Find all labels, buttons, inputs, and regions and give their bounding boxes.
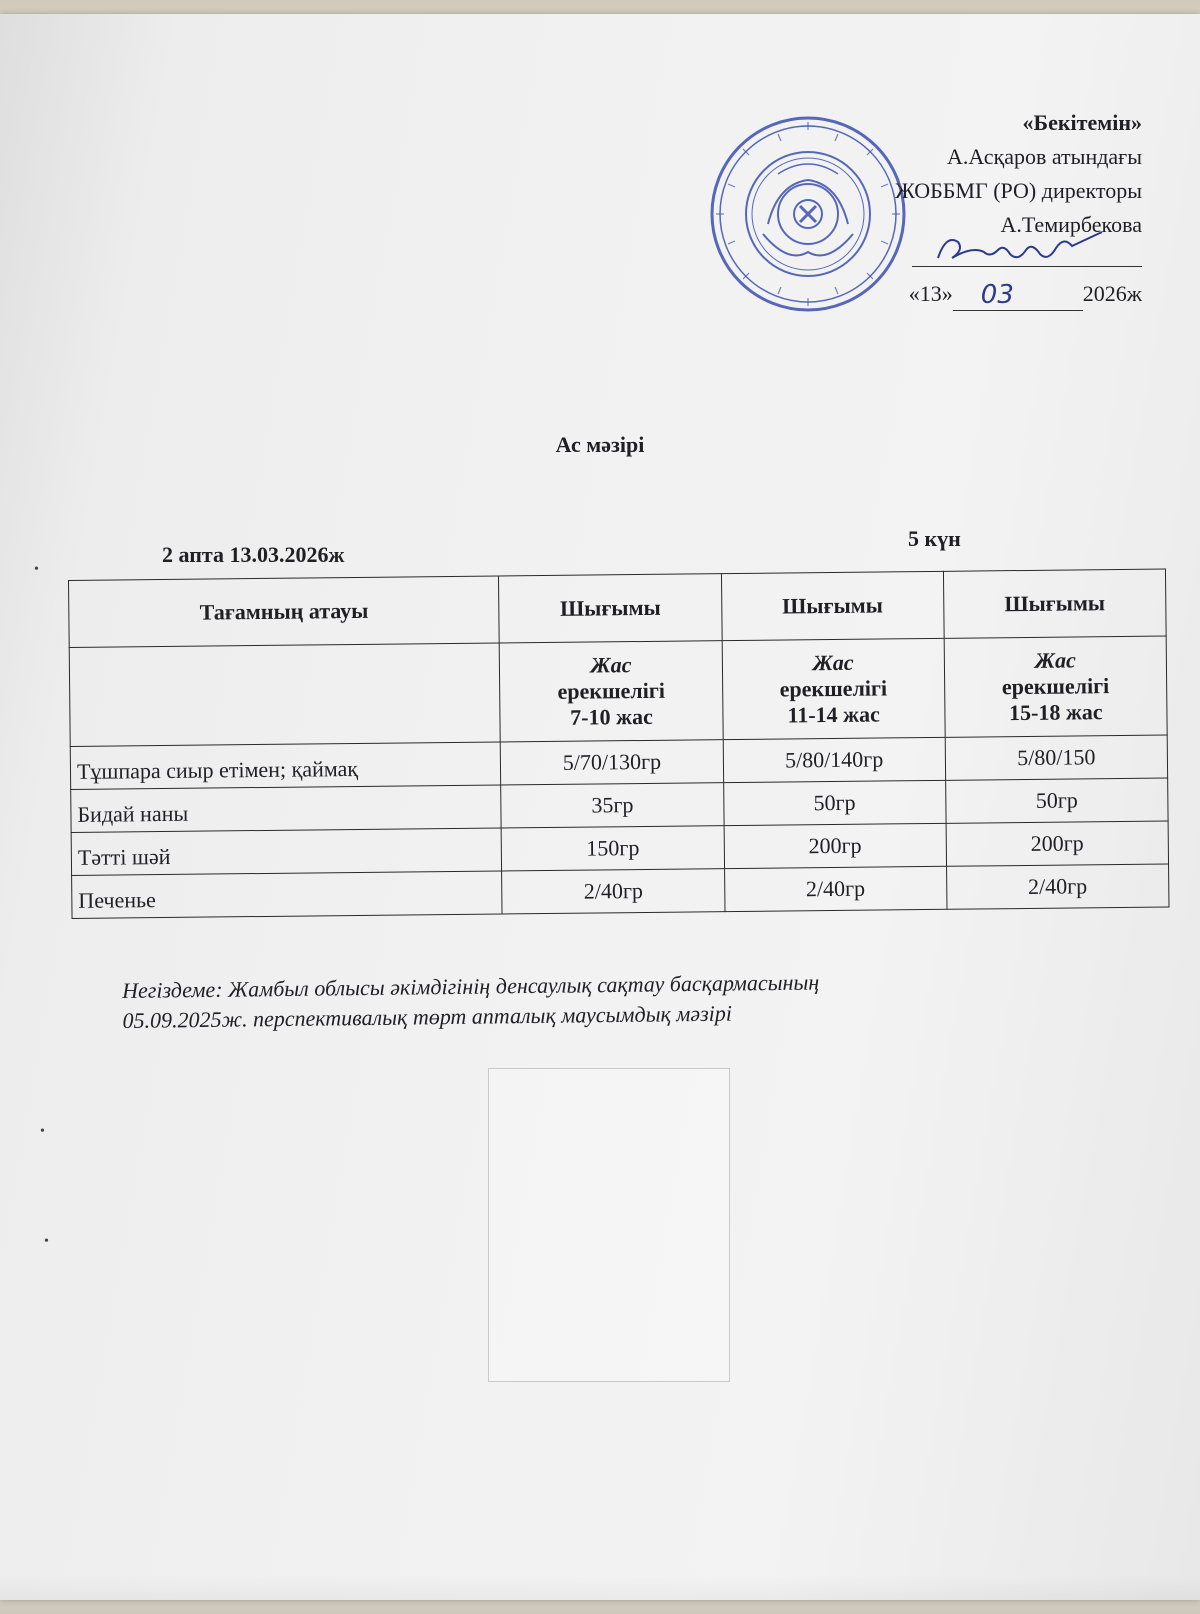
yield-value: 200гр [724,823,947,868]
approval-block [722,106,1142,311]
table-header-row [69,569,1167,647]
page-shadow [0,1574,1200,1614]
signature-line [912,242,1142,267]
approval-date [909,277,1142,311]
yield-value: 5/70/130гр [501,740,724,785]
approval-title: «Бекітемін» [1022,110,1142,135]
yield-value: 5/80/150 [945,735,1168,780]
yield-value: 35гр [501,783,724,828]
margin-dot: • [40,1124,45,1139]
margin-dot: • [34,562,39,577]
margin-dot: • [44,1234,49,1249]
header-yield-3: Шығымы [943,569,1166,638]
yield-value: 2/40гр [724,866,947,911]
age-label-2: ерекшелігі [779,675,888,702]
yield-value: 2/40гр [946,864,1169,909]
dish-name: Печенье [72,871,503,919]
yield-value: 50гр [723,780,946,825]
header-yield-2: Шығымы [721,571,944,640]
day-number: 5 күн [908,526,961,551]
yield-value: 200гр [946,821,1169,866]
yield-value: 5/80/140гр [723,737,946,782]
table-age-row [69,636,1167,746]
age-group-2 [722,638,945,739]
age-label: Жас [1034,647,1076,673]
header-yield-1: Шығымы [499,574,722,643]
age-range: 11-14 жас [787,701,880,728]
show-through-text [440,174,445,197]
signature-row [722,242,1142,277]
age-label-2: ерекшелігі [1001,673,1110,700]
basis-line-1: Негіздеме: Жамбыл облысы әкімдігінің денсаулық сақтау басқармасының [122,969,820,1003]
approval-school-line: А.Асқаров атындағы [947,144,1142,169]
date-year: 2026ж [1082,281,1142,306]
approval-name: А.Темирбекова [1000,212,1142,237]
empty-cell [69,643,500,747]
approval-position-line: ЖОББМГ (РО) директоры [895,178,1142,203]
age-label: Жас [812,649,854,676]
yield-value: 150гр [502,826,725,871]
header-dish-name: Тағамның атауы [69,576,500,648]
menu-table [68,569,1169,919]
document-title: Ас мәзірі [555,432,645,457]
date-month-blank [953,280,1083,311]
basis-line-2: 05.09.2025ж. перспективалық төрт апталық маусымдық мәзірі [122,1000,733,1033]
dish-name: Тәтті шәй [71,828,502,876]
basis-note [122,967,820,1036]
paper-sheet [0,14,1200,1600]
date-month: 03 [980,280,1014,310]
age-group-3 [944,636,1167,737]
date-day: «13» [908,281,953,306]
yield-value: 2/40гр [502,869,725,914]
empty-frame [488,1068,730,1382]
dish-name: Бидай наны [71,785,502,833]
week-date: 2 апта 13.03.2026ж [162,542,345,567]
age-label-2: ерекшелігі [557,677,666,704]
yield-value: 50гр [945,778,1168,823]
age-group-1 [500,641,723,742]
age-range: 15-18 жас [1008,699,1103,726]
dish-name: Тұшпара сиыр етімен; қаймақ [70,742,501,790]
handwritten-signature [932,228,1112,272]
age-range: 7-10 жас [570,703,653,730]
age-label: Жас [590,652,632,678]
